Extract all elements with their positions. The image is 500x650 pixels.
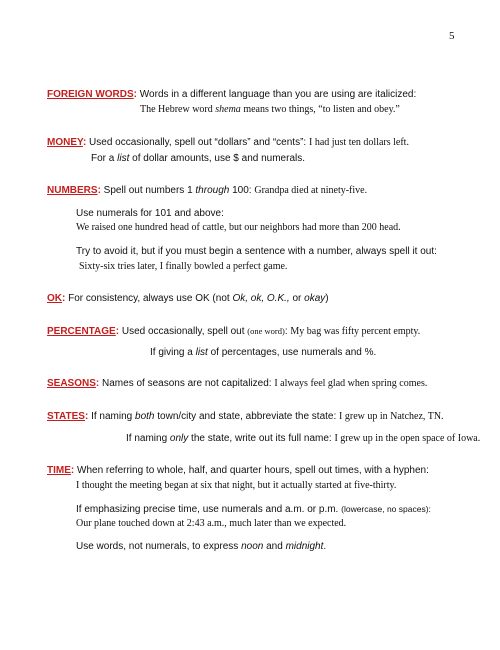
percentage-heading: PERCENTAGE bbox=[47, 326, 116, 337]
numbers-example-2: We raised one hundred head of cattle, but our neighbors had more than 200 head. bbox=[76, 222, 401, 233]
percentage-list-rule: If giving a list of percentages, use numerals and %. bbox=[150, 347, 377, 358]
page-number: 5 bbox=[449, 30, 455, 42]
states-rule: STATES: If naming both town/city and state, abbreviate the state: I grew up in Natchez, TN. bbox=[47, 411, 444, 422]
foreign-words-rule: FOREIGN WORDS: Words in a different language than you are using are italicized: bbox=[47, 89, 417, 100]
states-heading: STATES bbox=[47, 411, 85, 422]
states-rule-2: If naming only the state, write out its full name: I grew up in the open space of Iowa. bbox=[126, 433, 481, 444]
time-example: I thought the meeting began at six that night, but it actually started at five-thirty. bbox=[76, 480, 397, 491]
percentage-rule: PERCENTAGE: Used occasionally, spell out (one word): My bag was fifty percent empty. bbox=[47, 326, 421, 337]
money-heading: MONEY bbox=[47, 137, 83, 148]
time-example-2: Our plane touched down at 2:43 a.m., much later than we expected. bbox=[76, 518, 347, 529]
foreign-words-heading: FOREIGN WORDS bbox=[47, 89, 134, 100]
time-heading: TIME bbox=[47, 465, 71, 476]
time-rule-3: Use words, not numerals, to express noon and midnight. bbox=[76, 541, 327, 552]
numbers-rule: NUMBERS: Spell out numbers 1 through 100: Grandpa died at ninety-five. bbox=[47, 185, 368, 196]
ok-rule: OK: For consistency, always use OK (not Ok, ok, O.K., or okay) bbox=[47, 293, 329, 304]
money-rule: MONEY: Used occasionally, spell out “dollars” and “cents”: I had just ten dollars left. bbox=[47, 137, 409, 148]
time-rule-2: If emphasizing precise time, use numerals and a.m. or p.m. (lowercase, no spaces): bbox=[76, 504, 431, 515]
seasons-rule: SEASONS: Names of seasons are not capitalized: I always feel glad when spring comes. bbox=[47, 378, 428, 389]
numbers-rule-2: Use numerals for 101 and above: bbox=[76, 208, 224, 219]
foreign-words-example: The Hebrew word shema means two things, “to listen and obey.” bbox=[140, 104, 400, 115]
numbers-heading: NUMBERS bbox=[47, 185, 98, 196]
ok-heading: OK bbox=[47, 293, 62, 304]
money-list-rule: For a list of dollar amounts, use $ and numerals. bbox=[91, 153, 306, 164]
numbers-example-3: Sixty-six tries later, I finally bowled a perfect game. bbox=[79, 261, 288, 272]
seasons-heading: SEASONS bbox=[47, 378, 96, 389]
numbers-rule-3: Try to avoid it, but if you must begin a sentence with a number, always spell it out: bbox=[76, 246, 437, 257]
time-rule: TIME: When referring to whole, half, and quarter hours, spell out times, with a hyphen: bbox=[47, 465, 429, 476]
